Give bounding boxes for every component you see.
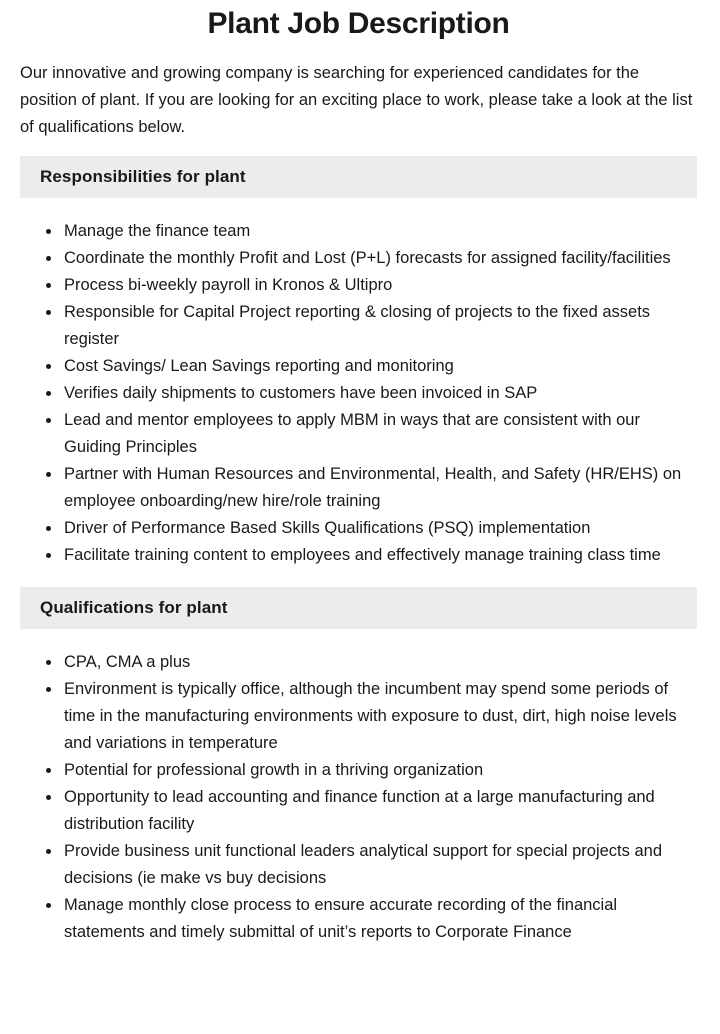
responsibilities-header-bar [20, 156, 697, 198]
responsibilities-list [20, 218, 697, 569]
list-item: • Facilitate training content to employees and effectively manage training class time [62, 542, 697, 569]
job-description-page [0, 4, 720, 946]
intro-paragraph: Our innovative and growing company is searching for experienced candidates for the position of plant. If you are looking for an exciting place to work, please take a look at the list of qualifications below. [20, 64, 693, 136]
page-title: Plant Job Description [207, 7, 510, 40]
responsibilities-section [20, 156, 697, 569]
list-item: • Coordinate the monthly Profit and Lost (P+L) forecasts for assigned facility/facilities [62, 245, 697, 272]
list-item: • Environment is typically office, although the incumbent may spend some periods of time in the manufacturing environments with exposure to dust, dirt, high noise levels and variations in temperature [62, 676, 697, 757]
list-item: • Provide business unit functional leaders analytical support for special projects and decisions (ie make vs buy decisions [62, 838, 697, 892]
qualifications-section [20, 587, 697, 946]
list-item: • CPA, CMA a plus [62, 649, 697, 676]
list-item: • Manage monthly close process to ensure accurate recording of the financial statements and timely submittal of unit’s reports to Corporate Finance [62, 892, 697, 946]
list-item: • Verifies daily shipments to customers have been invoiced in SAP [62, 380, 697, 407]
list-item: • Cost Savings/ Lean Savings reporting and monitoring [62, 353, 697, 380]
qualifications-heading: Qualifications for plant [40, 598, 228, 617]
list-item: • Manage the finance team [62, 218, 697, 245]
list-item: • Driver of Performance Based Skills Qualifications (PSQ) implementation [62, 515, 697, 542]
qualifications-header-bar [20, 587, 697, 629]
list-item: • Opportunity to lead accounting and finance function at a large manufacturing and distribution facility [62, 784, 697, 838]
list-item: • Partner with Human Resources and Environmental, Health, and Safety (HR/EHS) on employee onboarding/new hire/role training [62, 461, 697, 515]
list-item: • Responsible for Capital Project reporting & closing of projects to the fixed assets register [62, 299, 697, 353]
responsibilities-heading: Responsibilities for plant [40, 167, 246, 186]
qualifications-list [20, 649, 697, 946]
list-item: • Lead and mentor employees to apply MBM in ways that are consistent with our Guiding Principles [62, 407, 697, 461]
list-item: • Process bi-weekly payroll in Kronos & Ultipro [62, 272, 697, 299]
list-item: • Potential for professional growth in a thriving organization [62, 757, 697, 784]
